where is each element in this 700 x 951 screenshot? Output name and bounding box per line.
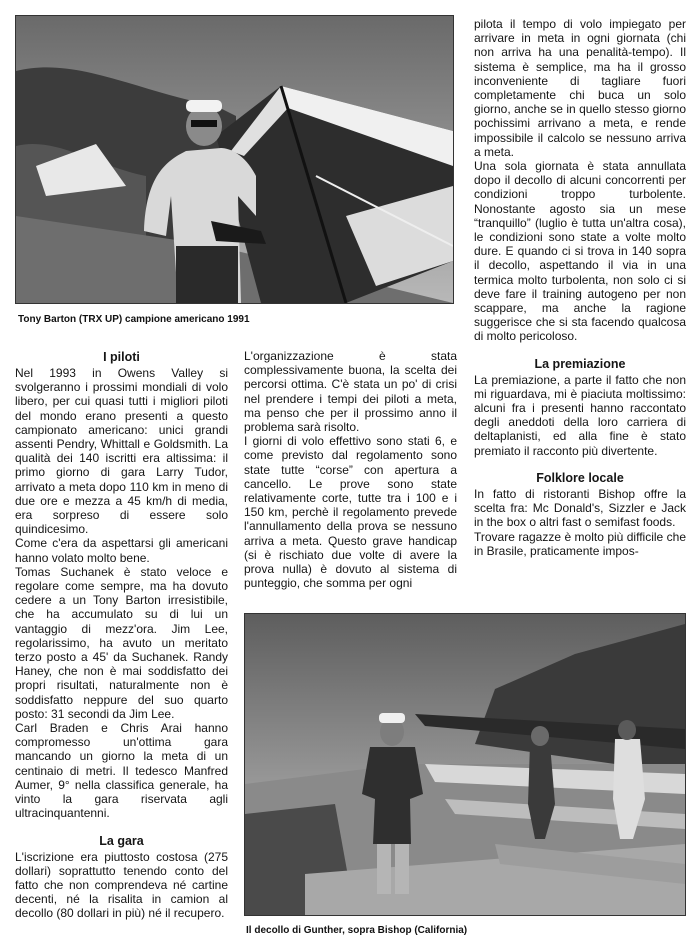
photo-tony-barton bbox=[15, 15, 454, 304]
paragraph: L'organizzazione è stata complessivamente buona, la scelta dei percorsi ottima. C'è stata un po' di crisi nel prendere i tempi dei piloti a meta, ma penso che per il prossimo anno il problema sarà risolto. bbox=[244, 349, 457, 435]
paragraph: In fatto di ristoranti Bishop offre la scelta fra: Mc Donald's, Sizzler e Jack in the box o altri fast o semifast foods. bbox=[474, 486, 686, 530]
paragraph: L'iscrizione era piuttosto costosa (275 dollari) soprattutto tenendo conto del fatto che non comprendeva né cartine decenti, né la risalita in camion al decollo (80 dollari in più) né il recupero. bbox=[15, 849, 228, 921]
paragraph: Trovare ragazze è molto più difficile che in Brasile, praticamente impos- bbox=[474, 529, 686, 558]
paragraph: I giorni di volo effettivo sono stati 6, e come previsto dal regolamento sono state tutte “corse” con apertura a cancello. Le prove sono state relativamente corte, tutte tra i 100 e i 150 km, perchè il regolamento prevede l'annullamento della prova se nessuno arriva a meta. Questo grave handicap (si è rischiato due volte di avere la prova nulla) è dovuto al sistema di punteggio, che somma per ogni bbox=[244, 434, 457, 591]
paragraph: pilota il tempo di volo impiegato per arrivare in meta in ogni giornata (chi non arriva ha una penalità-tempo). Il sistema è semplice, ma ha il grosso inconveniente di tagliare fuori completamente chi buca un solo giorno, anche se in quello stesso giorno pochissimi arrivano a meta, e rende impossibile il calcolo se nessuno arriva a meta. bbox=[474, 17, 686, 159]
paragraph: Tomas Suchanek è stato veloce e regolare come sempre, ma ha dovuto cedere a un Tony Barton irresistibile, che ha accumulato su di lui un vantaggio di mezz'ora. Jim Lee, regolarissimo, ha avuto un meritato terzo posto a 45' da Suchanek. Randy Haney, che non è mai soddisfatto dei propri risultati, naturalmente non è soddisfatto neppure del suo quarto posto: 31 secondi da Jim Lee. bbox=[15, 564, 228, 721]
heading-la-premiazione: La premiazione bbox=[534, 356, 626, 371]
paragraph: Carl Braden e Chris Arai hanno compromesso un'ottima gara mancando un giorno la meta di un centinaio di metri. Il tedesco Manfred Aumer, 9° nella classifica generale, ha vinto la gara riservata agli ultracinquantenni. bbox=[15, 721, 228, 821]
photo-gunther-takeoff bbox=[244, 613, 686, 916]
article-column-1 bbox=[15, 349, 228, 921]
paragraph: La premiazione, a parte il fatto che non mi riguardava, mi è piaciuta moltissimo: alcuni fra i presenti hanno raccontato degli aneddoti della loro carriera di deltaplanisti, ed alla fine è stato premiato il racconto più divertente. bbox=[474, 372, 686, 458]
bottom-photo-caption: Il decollo di Gunther, sopra Bishop (California) bbox=[246, 925, 468, 936]
paragraph: Nel 1993 in Owens Valley si svolgeranno i prossimi mondiali di volo libero, per cui quasi tutti i migliori piloti del mondo erano presenti a questo campionato americano: unici grandi assenti Pendry, Whittall e Goldsmith. La qualità dei 140 iscritti era altissima: il primo giorno di gara Larry Tudor, arrivato a meta dopo 110 km in meno di due ore e mezza a 45 km/h di media, era sorpreso di essere solo quindicesimo. bbox=[15, 366, 228, 537]
article-column-2 bbox=[244, 349, 457, 590]
article-column-3 bbox=[474, 17, 686, 558]
paragraph: Come c'era da aspettarsi gli americani hanno volato molto bene. bbox=[15, 536, 228, 565]
paragraph: Una sola giornata è stata annullata dopo il decollo di alcuni concorrenti per condizioni troppo turbolente. Nonostante agosto sia un mese “tranquillo” (luglio è tutta un'altra cosa), le condizioni sono state a volte molto dure. E quando ci si trova in 140 sopra il decollo, aspettando il via in una termica molto turbolenta, non solo ci si deve fare il training autogeno per non scappare, ma anche la ragione suggerisce che si sta facendo qualcosa di molto pericoloso. bbox=[474, 159, 686, 344]
heading-folklore-locale: Folklore locale bbox=[536, 470, 624, 485]
top-photo-caption: Tony Barton (TRX UP) campione americano 1991 bbox=[18, 314, 250, 325]
heading-la-gara: La gara bbox=[99, 833, 144, 848]
heading-i-piloti: I piloti bbox=[103, 350, 140, 364]
